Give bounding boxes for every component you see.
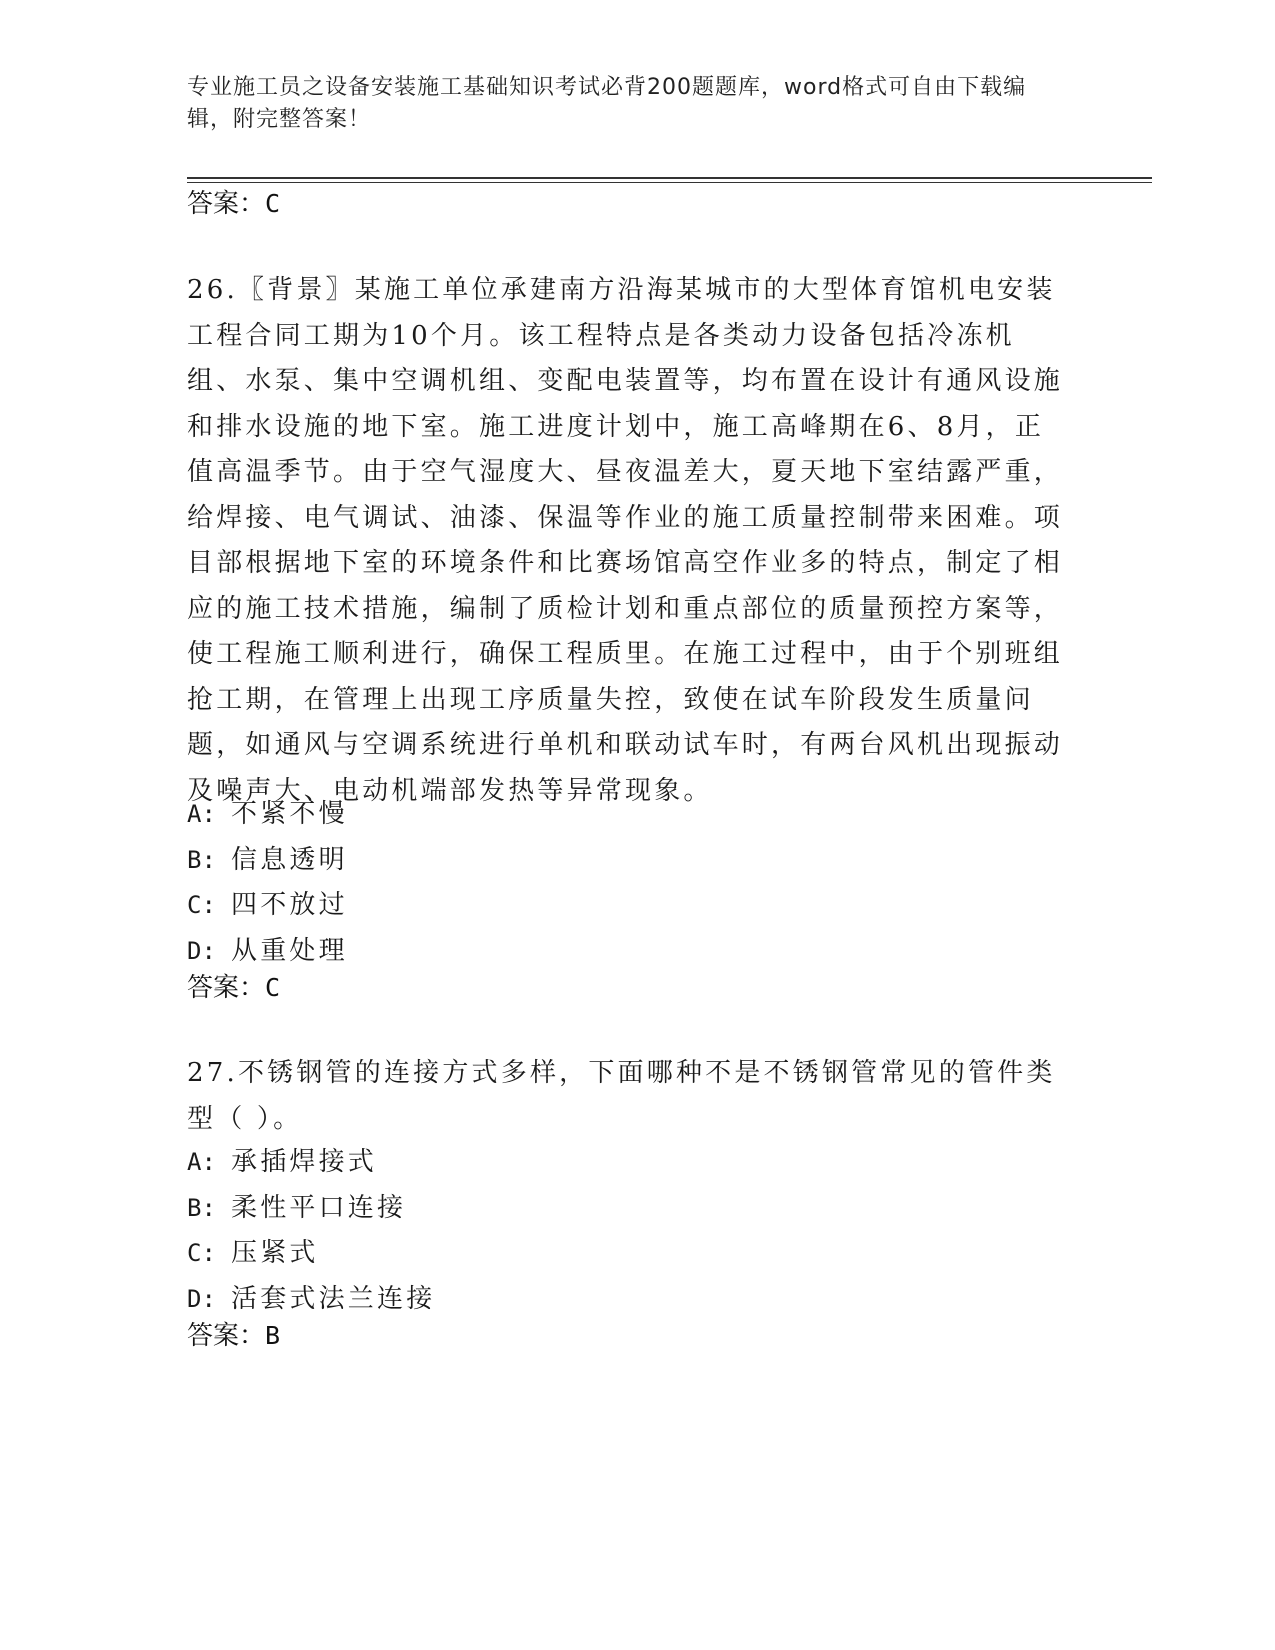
previous-answer: [187, 187, 280, 221]
answer-label: 答案：: [187, 1321, 266, 1351]
option-key: A:: [187, 1148, 216, 1176]
question-27-answer: [187, 1319, 280, 1353]
option-text: 信息透明: [231, 844, 348, 875]
option-text: 活套式法兰连接: [231, 1283, 436, 1314]
answer-label: 答案：: [187, 189, 266, 219]
option-key: B:: [187, 845, 216, 874]
header-divider-thin: [187, 182, 1152, 183]
option-d: [187, 929, 1067, 975]
option-text: 压紧式: [231, 1238, 319, 1268]
option-key: C:: [187, 1239, 216, 1267]
option-text: 承插焊接式: [231, 1147, 378, 1177]
option-text: 不紧不慢: [231, 799, 348, 829]
option-b: [187, 838, 1067, 884]
option-key: C:: [187, 891, 216, 919]
option-key: D:: [187, 1284, 216, 1313]
option-a: [187, 792, 1067, 838]
option-c: [187, 1231, 1067, 1277]
question-27-stem: 27.不锈钢管的连接方式多样，下面哪种不是不锈钢管常见的管件类型（ ）。: [187, 1058, 1056, 1134]
answer-label: 答案：: [187, 973, 266, 1003]
question-26-options: [187, 792, 1067, 974]
page-header-title: 专业施工员之设备安装施工基础知识考试必背200题题库，word格式可自由下载编辑，附完整答案！: [187, 75, 1027, 132]
option-c: [187, 883, 1067, 929]
option-key: D:: [187, 936, 216, 965]
option-key: A:: [187, 800, 216, 828]
option-a: [187, 1140, 1067, 1186]
question-26-stem: 26.〖背景〗某施工单位承建南方沿海某城市的大型体育馆机电安装工程合同工期为10个月。该工程特点是各类动力设备包括冷冻机组、水泵、集中空调机组、变配电装置等，均布置在设计有通风设施和排水设施的地下室。施工进度计划中，施工高峰期在6、8月，正值高温季节。由于空气湿度大、昼夜温差大，夏天地下室结露严重，给焊接、电气调试、油漆、保温等作业的施工质量控制带来困难。项目部根据地下室的环境条件和比赛场馆高空作业多的特点，制定了相应的施工技术措施，编制了质检计划和重点部位的质量预控方案等，使工程施工顺利进行，确保工程质里。在施工过程中，由于个别班组抢工期，在管理上出现工序质量失控，致使在试车阶段发生质量问题，如通风与空调系统进行单机和联动试车时，有两台风机出现振动及噪声大、电动机端部发热等异常现象。: [187, 275, 1064, 806]
option-d: [187, 1277, 1067, 1323]
answer-value: C: [265, 189, 281, 218]
option-text: 柔性平口连接: [231, 1192, 407, 1223]
answer-value: B: [265, 1321, 281, 1350]
answer-value: C: [265, 973, 281, 1002]
option-b: [187, 1186, 1067, 1232]
option-key: B:: [187, 1193, 216, 1222]
header-divider-thick: [187, 177, 1152, 179]
question-27-options: [187, 1140, 1067, 1322]
option-text: 从重处理: [231, 935, 348, 966]
question-26-answer: [187, 971, 280, 1005]
option-text: 四不放过: [231, 890, 348, 920]
